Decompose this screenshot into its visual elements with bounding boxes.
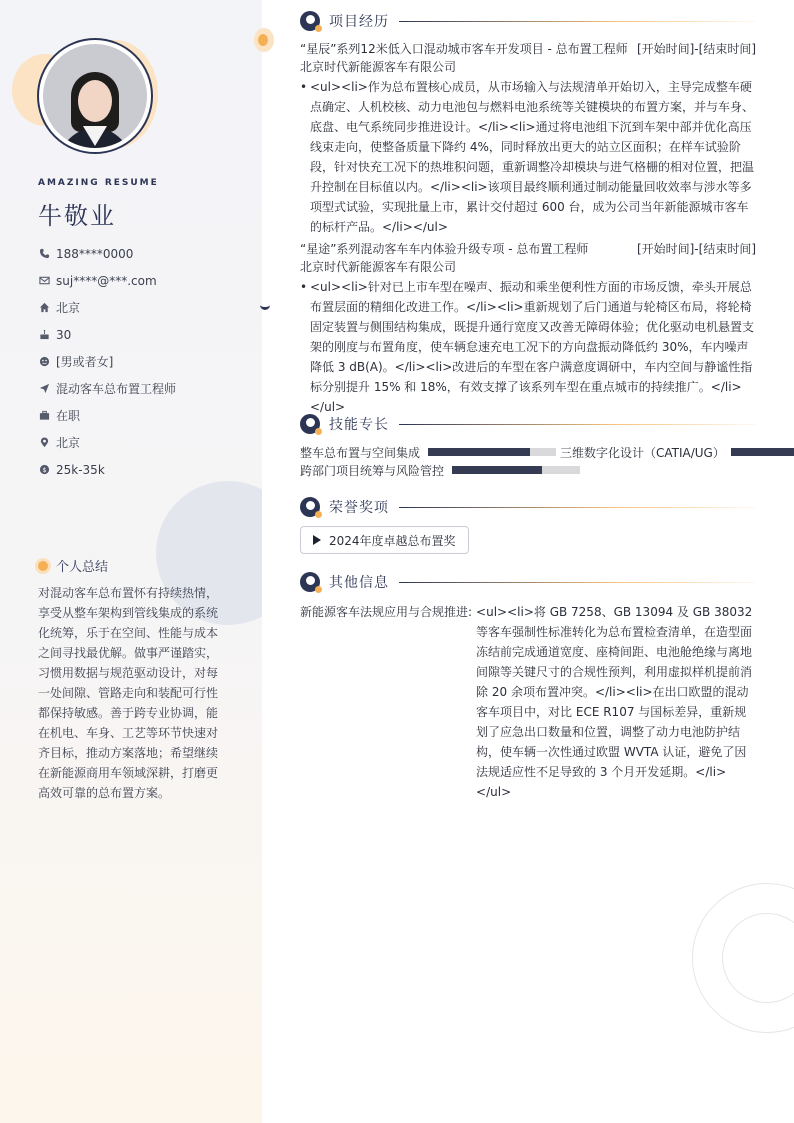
skill-item: [560, 443, 794, 461]
salary-value: 25k-35k: [56, 462, 105, 477]
info-status: [38, 402, 176, 429]
section-title: 技能专长: [329, 417, 389, 433]
project-company: 北京时代新能源客车有限公司: [300, 260, 457, 274]
section-icon: [300, 11, 320, 31]
avatar-block: [12, 38, 162, 156]
awards-section-header: [300, 497, 756, 517]
mail-icon: [38, 275, 50, 287]
info-position: [38, 375, 176, 402]
section-title: 项目经历: [329, 14, 389, 30]
candidate-name: 牛敬业: [38, 202, 116, 230]
award-label: 2024年度卓越总布置奖: [329, 533, 456, 548]
skill-item: [300, 443, 556, 461]
home-icon: [38, 302, 50, 314]
play-triangle-icon: [313, 535, 321, 545]
skill-level-bar: [452, 466, 580, 474]
skill-level-fill: [452, 466, 542, 474]
bullet-dot-icon: [38, 561, 48, 571]
skill-name: 整车总布置与空间集成: [300, 445, 421, 460]
section-divider: [399, 424, 756, 425]
section-icon: [300, 572, 320, 592]
section-title: 荣誉奖项: [329, 500, 389, 516]
cake-icon: [38, 329, 50, 341]
project-description: • <ul><li>针对已上市车型在噪声、振动和乘坐便利性方面的市场反馈，牵头开展总布置层面的精细化改进工作。</li><li>重新规划了后门通道与轮椅区布局，将轮椅固定装置与侧围结构集成，既提升通行宽度又改善无障碍体验；优化驱动电机悬置支架的刚度与布置角度，使车辆怠速充电工况下的方向盘振动降低约 30%，车内噪声降低 3 dB(A)。</li><li>改进后的车型在客户满意度调研中，车内空间与静谧性指标分别提升 15% 和 18%，有效支撑了该系列车型在重点城市的持续推广。</li></ul>: [300, 277, 756, 417]
phone-icon: [38, 248, 50, 260]
send-icon: [38, 383, 50, 395]
section-divider: [399, 21, 756, 22]
info-phone: [38, 240, 176, 267]
skill-level-bar: [731, 448, 794, 456]
section-icon: [300, 414, 320, 434]
project-item: [300, 240, 756, 417]
projects-section-header: [300, 11, 756, 31]
summary-heading: [38, 556, 108, 575]
info-city: [38, 429, 176, 456]
info-gender: [38, 348, 176, 375]
section-divider: [399, 582, 756, 583]
other-info-text: <ul><li>将 GB 7258、GB 13094 及 GB 38032 等客车强制性标准转化为总布置检查清单，在造型面冻结前完成通道宽度、座椅间距、电池舱绝缘与离地间隙等关键尺寸的合规性预判，利用虚拟样机提前消除 20 余项布置冲突。</li><li>在出口欧盟的混动客车项目中，对比 ECE R107 与国标差异，重新规划了应急出口数量和位置，调整了动力电池防护结构，使车辆一次性通过欧盟 WVTA 认证，避免了因法规适应性不足导致的 3 个月开发延期。</li></ul>: [476, 605, 753, 799]
skills-section-header: [300, 414, 756, 434]
summary-text: 对混动客车总布置怀有持续热情，享受从整车架构到管线集成的系统化统筹，乐于在空间、性能与成本之间寻找最优解。做事严谨踏实，习惯用数据与规范驱动设计，对每一处间隙、管路走向和装配可行性都保持敏感。善于跨专业协调，能在机电、车身、工艺等环节快速对齐目标，推动方案落地；希望继续在新能源商用车领域深耕，打磨更高效可靠的总布置方案。: [38, 586, 219, 800]
svg-text:$: $: [41, 465, 47, 474]
phone-value: 188****0000: [56, 246, 134, 261]
skill-level-fill: [428, 448, 530, 456]
skill-item: [300, 461, 580, 479]
project-company: 北京时代新能源客车有限公司: [300, 60, 457, 74]
city-value: 北京: [56, 436, 81, 450]
section-divider: [399, 507, 756, 508]
contact-info-list: [38, 240, 176, 483]
location-value: 北京: [56, 301, 81, 315]
email-value: suj****@***.com: [56, 273, 157, 288]
other-info-item: [300, 602, 756, 802]
section-title: 其他信息: [329, 575, 389, 591]
skill-level-fill: [731, 448, 794, 456]
decorative-mark: [260, 300, 270, 310]
coin-icon: [38, 464, 50, 476]
project-title: “星途”系列混动客车车内体验升级专项 - 总布置工程师: [300, 242, 589, 256]
briefcase-icon: [38, 410, 50, 422]
pin-icon: [38, 437, 50, 449]
info-salary: [38, 456, 176, 483]
skill-level-bar: [428, 448, 556, 456]
skill-name: 跨部门项目统筹与风险管控: [300, 463, 445, 478]
avatar: [43, 44, 147, 148]
decorative-dot: [258, 34, 268, 46]
section-icon: [300, 497, 320, 517]
project-description: • <ul><li>作为总布置核心成员，从市场输入与法规清单开始切入，主导完成整车硬点确定、人机校核、动力电池包与燃料电池系统等关键模块的布置方案，并与车身、底盘、电气系统同步推进设计。</li><li>通过将电池组下沉到车架中部并优化高压线束走向，使整备质量下降约 4%，同时释放出更大的站立区面积；在样车试验阶段，针对快充工况下的热堆积问题，重新调整冷却模块与进气格栅的相对位置，把温升控制在目标值以内。</li><li>该项目最终顺利通过制动能量回收效率与涉水等多项型式试验，实现批量上市，累计交付超过 600 台，成为公司当年新能源城市客车的标杆产品。</li></ul>: [300, 77, 756, 237]
other-info-label: 新能源客车法规应用与合规推进:: [300, 605, 473, 619]
gender-value: [男或者女]: [56, 355, 114, 369]
position-value: 混动客车总布置工程师: [56, 382, 177, 396]
info-location: [38, 294, 176, 321]
project-title: “星辰”系列12米低入口混动城市客车开发项目 - 总布置工程师: [300, 42, 628, 56]
award-tag: [300, 526, 469, 554]
sidebar: [0, 0, 262, 1123]
project-time: [开始时间]-[结束时间]: [636, 242, 756, 256]
summary-title: 个人总结: [56, 560, 109, 575]
project-time: [开始时间]-[结束时间]: [636, 42, 756, 56]
resume-tagline: AMAZING RESUME: [38, 178, 159, 188]
gender-icon: [38, 356, 50, 368]
age-value: 30: [56, 327, 72, 342]
project-item: [300, 40, 756, 237]
skill-name: 三维数字化设计（CATIA/UG）: [560, 445, 725, 460]
info-age: [38, 321, 176, 348]
info-email: [38, 267, 176, 294]
status-value: 在职: [56, 409, 81, 423]
other-section-header: [300, 572, 756, 592]
